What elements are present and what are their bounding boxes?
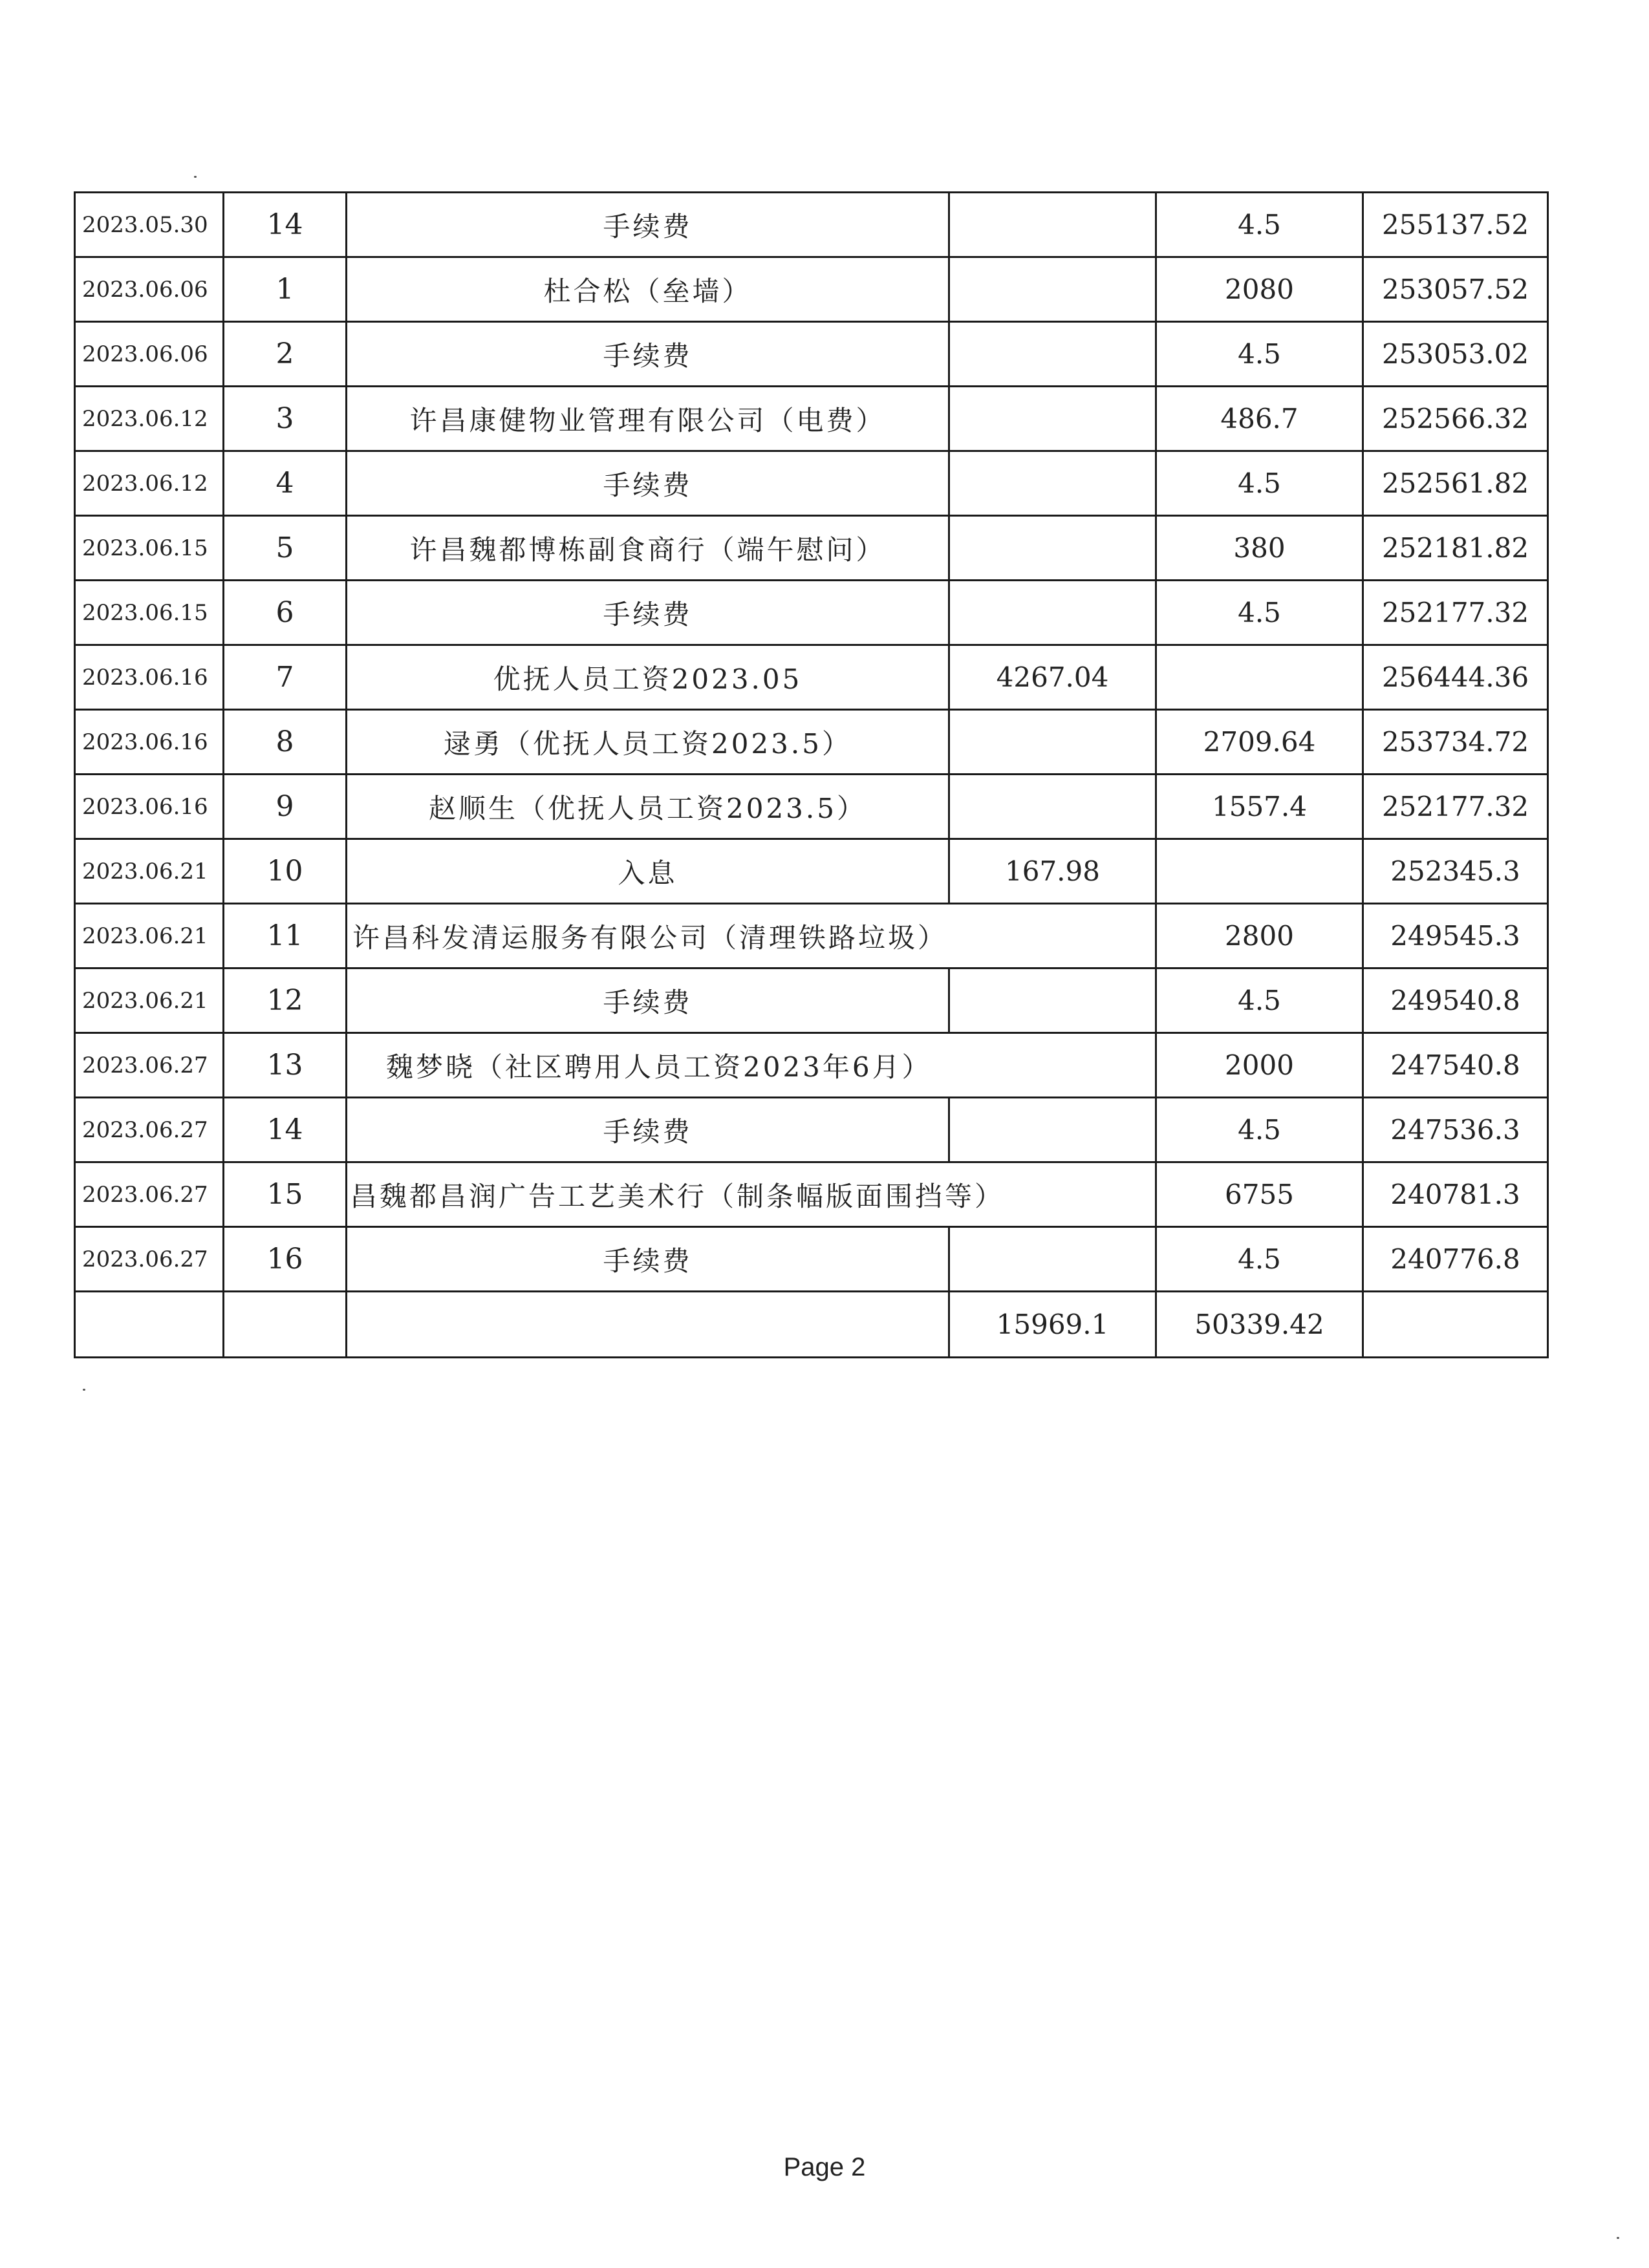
expense-cell: 2800 [1156, 904, 1363, 968]
description-cell: 手续费 [347, 581, 949, 645]
date-cell: 2023.06.16 [75, 710, 224, 775]
number-cell: 7 [224, 645, 347, 710]
balance-cell: 247540.8 [1363, 1033, 1548, 1098]
income-cell [949, 322, 1156, 387]
description-cell: 手续费 [347, 322, 949, 387]
number-cell: 16 [224, 1227, 347, 1292]
date-cell: 2023.06.16 [75, 645, 224, 710]
description-cell: 优抚人员工资2023.05 [347, 645, 949, 710]
income-total: 15969.1 [949, 1292, 1156, 1358]
date-cell: 2023.06.27 [75, 1033, 224, 1098]
balance-cell: 252177.32 [1363, 581, 1548, 645]
expense-cell: 4.5 [1156, 322, 1363, 387]
table-row [75, 322, 1548, 387]
number-cell [224, 1292, 347, 1358]
number-cell: 6 [224, 581, 347, 645]
expense-cell: 6755 [1156, 1162, 1363, 1227]
expense-cell: 4.5 [1156, 1227, 1363, 1292]
description-cell: 手续费 [347, 1227, 949, 1292]
table-row [75, 516, 1548, 581]
date-cell: 2023.06.21 [75, 839, 224, 904]
table-row [75, 968, 1548, 1033]
table-row [75, 839, 1548, 904]
income-cell [949, 387, 1156, 451]
expense-cell: 4.5 [1156, 581, 1363, 645]
description-cell: 许昌科发清运服务有限公司（清理铁路垃圾） [347, 904, 1156, 968]
expense-cell: 486.7 [1156, 387, 1363, 451]
number-cell: 11 [224, 904, 347, 968]
date-cell: 2023.06.27 [75, 1098, 224, 1162]
number-cell: 4 [224, 451, 347, 516]
balance-cell [1363, 1292, 1548, 1358]
balance-cell: 247536.3 [1363, 1098, 1548, 1162]
description-cell: 手续费 [347, 451, 949, 516]
table-row [75, 387, 1548, 451]
date-cell: 2023.06.06 [75, 322, 224, 387]
number-cell: 8 [224, 710, 347, 775]
balance-cell: 253734.72 [1363, 710, 1548, 775]
description-cell: 手续费 [347, 1098, 949, 1162]
description-cell: 昌魏都昌润广告工艺美术行（制条幅版面围挡等） [347, 1162, 1156, 1227]
income-cell [949, 1227, 1156, 1292]
description-cell: 入息 [347, 839, 949, 904]
balance-cell: 255137.52 [1363, 193, 1548, 257]
expense-cell: 4.5 [1156, 193, 1363, 257]
description-cell: 手续费 [347, 968, 949, 1033]
scan-speck [194, 176, 197, 178]
balance-cell: 253057.52 [1363, 257, 1548, 322]
balance-cell: 252177.32 [1363, 775, 1548, 839]
date-cell: 2023.05.30 [75, 193, 224, 257]
number-cell: 2 [224, 322, 347, 387]
description-cell [347, 1292, 949, 1358]
table-row [75, 451, 1548, 516]
expense-cell [1156, 645, 1363, 710]
number-cell: 9 [224, 775, 347, 839]
number-cell: 15 [224, 1162, 347, 1227]
ledger-body [75, 193, 1548, 1358]
number-cell: 14 [224, 193, 347, 257]
description-cell: 赵顺生（优抚人员工资2023.5） [347, 775, 949, 839]
income-cell [949, 775, 1156, 839]
scan-speck [1617, 2237, 1619, 2239]
table-row [75, 904, 1548, 968]
table-row [75, 1227, 1548, 1292]
income-cell: 167.98 [949, 839, 1156, 904]
income-cell [949, 451, 1156, 516]
description-cell: 魏梦晓（社区聘用人员工资2023年6月） [347, 1033, 1156, 1098]
date-cell: 2023.06.12 [75, 451, 224, 516]
expense-cell: 4.5 [1156, 451, 1363, 516]
table-row [75, 1162, 1548, 1227]
date-cell: 2023.06.27 [75, 1227, 224, 1292]
balance-cell: 256444.36 [1363, 645, 1548, 710]
expense-total: 50339.42 [1156, 1292, 1363, 1358]
number-cell: 5 [224, 516, 347, 581]
expense-cell: 2000 [1156, 1033, 1363, 1098]
table-row [75, 1098, 1548, 1162]
date-cell: 2023.06.15 [75, 516, 224, 581]
date-cell: 2023.06.21 [75, 904, 224, 968]
expense-cell: 2080 [1156, 257, 1363, 322]
balance-cell: 249540.8 [1363, 968, 1548, 1033]
number-cell: 1 [224, 257, 347, 322]
date-cell: 2023.06.27 [75, 1162, 224, 1227]
expense-cell: 4.5 [1156, 1098, 1363, 1162]
date-cell: 2023.06.12 [75, 387, 224, 451]
income-cell [949, 581, 1156, 645]
date-cell [75, 1292, 224, 1358]
balance-cell: 252181.82 [1363, 516, 1548, 581]
balance-cell: 240776.8 [1363, 1227, 1548, 1292]
table-row [75, 645, 1548, 710]
balance-cell: 252345.3 [1363, 839, 1548, 904]
expense-cell: 1557.4 [1156, 775, 1363, 839]
table-row [75, 710, 1548, 775]
expense-cell: 4.5 [1156, 968, 1363, 1033]
table-row [75, 193, 1548, 257]
expense-cell: 2709.64 [1156, 710, 1363, 775]
income-cell [949, 1098, 1156, 1162]
balance-cell: 253053.02 [1363, 322, 1548, 387]
scan-speck [83, 1389, 85, 1391]
page-number: Page 2 [783, 2153, 866, 2181]
income-cell [949, 968, 1156, 1033]
balance-cell: 252566.32 [1363, 387, 1548, 451]
balance-cell: 252561.82 [1363, 451, 1548, 516]
description-cell: 手续费 [347, 193, 949, 257]
balance-cell: 249545.3 [1363, 904, 1548, 968]
description-cell: 许昌魏都博栋副食商行（端午慰问） [347, 516, 949, 581]
number-cell: 14 [224, 1098, 347, 1162]
totals-row [75, 1292, 1548, 1358]
description-cell: 杜合松（垒墙） [347, 257, 949, 322]
date-cell: 2023.06.06 [75, 257, 224, 322]
income-cell [949, 257, 1156, 322]
balance-cell: 240781.3 [1363, 1162, 1548, 1227]
date-cell: 2023.06.16 [75, 775, 224, 839]
description-cell: 逯勇（优抚人员工资2023.5） [347, 710, 949, 775]
income-cell: 4267.04 [949, 645, 1156, 710]
number-cell: 3 [224, 387, 347, 451]
ledger-table [74, 191, 1549, 1358]
table-row [75, 1033, 1548, 1098]
table-row [75, 257, 1548, 322]
number-cell: 12 [224, 968, 347, 1033]
expense-cell [1156, 839, 1363, 904]
number-cell: 10 [224, 839, 347, 904]
date-cell: 2023.06.15 [75, 581, 224, 645]
income-cell [949, 193, 1156, 257]
table-row [75, 775, 1548, 839]
income-cell [949, 710, 1156, 775]
income-cell [949, 516, 1156, 581]
table-row [75, 581, 1548, 645]
number-cell: 13 [224, 1033, 347, 1098]
date-cell: 2023.06.21 [75, 968, 224, 1033]
expense-cell: 380 [1156, 516, 1363, 581]
description-cell: 许昌康健物业管理有限公司（电费） [347, 387, 949, 451]
